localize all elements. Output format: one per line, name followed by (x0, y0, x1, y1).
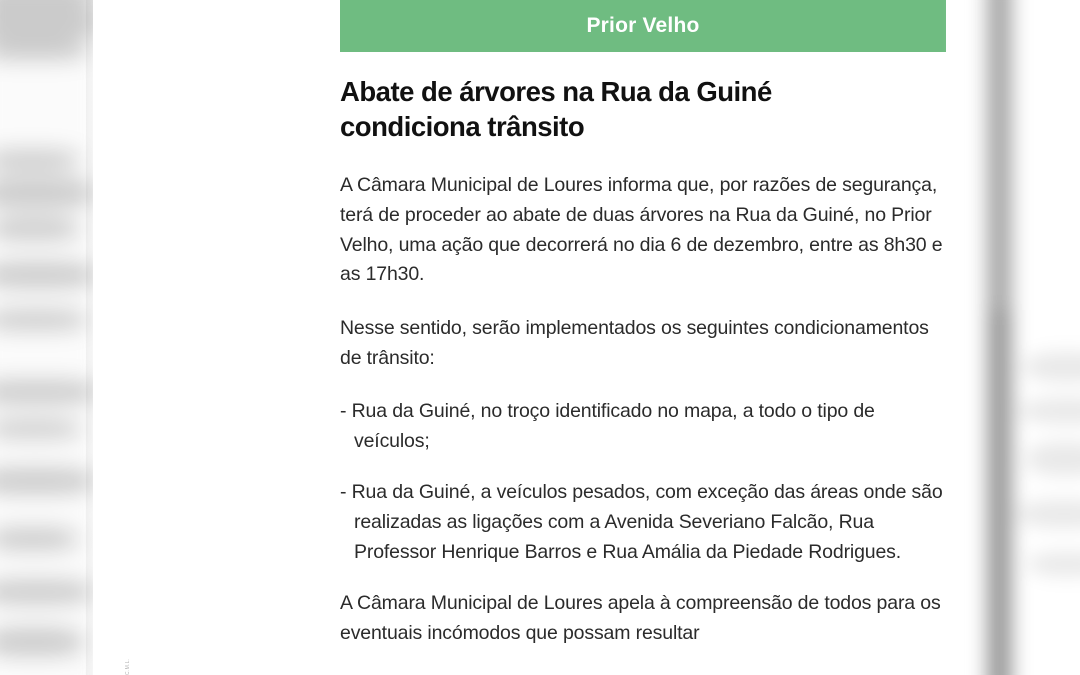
blurred-background-fill (0, 0, 100, 675)
blurred-text-smear (0, 150, 80, 170)
blurred-text-smear (0, 310, 88, 330)
blurred-background-right (962, 0, 1080, 675)
page-spine-shadow (990, 310, 1010, 675)
blurred-text-smear (0, 468, 96, 494)
blurred-text-smear (0, 420, 82, 438)
category-tag-label: Prior Velho (586, 14, 700, 37)
blurred-text-smear (0, 380, 100, 404)
article-paragraph: A Câmara Municipal de Loures informa que, por razões de segurança, terá de proceder ao abate de duas árvores na Rua da Guiné, no Prior Velho, uma ação que decorrerá no dia 6 de dezembro, entre as 8h30 e as 17h30. (340, 174, 943, 286)
blurred-text-smear (0, 0, 100, 44)
blurred-text-smear (0, 628, 84, 656)
blurred-background-left (0, 0, 100, 675)
blurred-text-smear (0, 218, 80, 240)
blurred-text-smear (0, 178, 96, 208)
category-tag-bar (340, 0, 946, 52)
blurred-text-smear (0, 528, 78, 550)
blurred-text-smear (0, 42, 90, 60)
article-paragraph: Nesse sentido, serão implementados os seguintes condicionamentos de trânsito: (340, 316, 929, 369)
blurred-text-smear (0, 580, 94, 604)
article-paragraph: A Câmara Municipal de Loures apela à compreensão de todos para os eventuais incómodos que possam resultar (340, 592, 941, 644)
article-text-block (340, 171, 946, 648)
list-item: - Rua da Guiné, no troço identificado no mapa, a todo o tipo de veículos; (340, 400, 875, 452)
article-body (340, 0, 946, 649)
page-title: Abate de árvores na Rua da Guiné condiciona trânsito (340, 76, 772, 143)
blurred-text-smear (0, 262, 98, 288)
document-page (93, 0, 985, 675)
photo-credit-vertical-text: C.M.L. (125, 658, 131, 675)
list-item: - Rua da Guiné, a veículos pesados, com exceção das áreas onde são realizadas as ligações com a Avenida Severiano Falcão, Rua Professor Henrique Barros e Rua Amália da Piedade Rodrigues. (340, 481, 943, 563)
